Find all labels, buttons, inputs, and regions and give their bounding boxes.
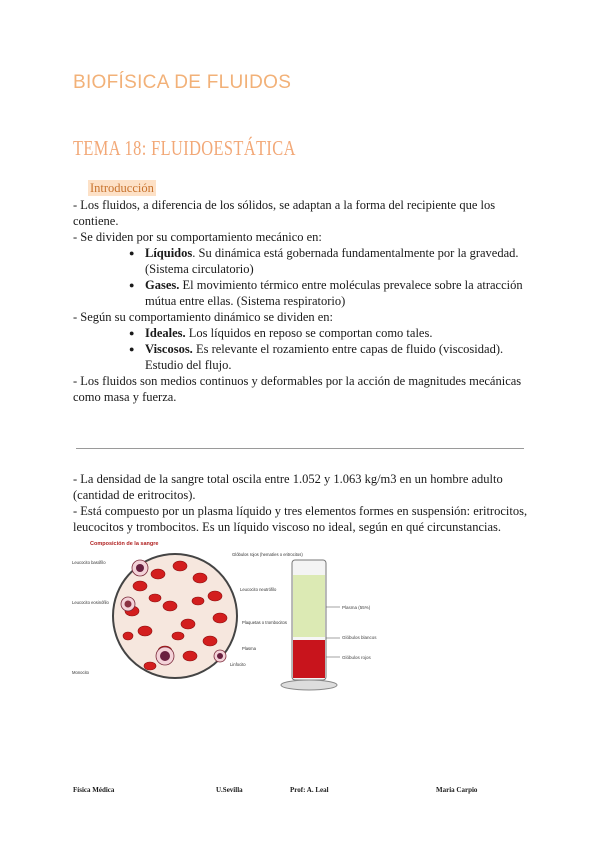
term-description: El movimiento térmico entre moléculas prevalece sobre la atracción mútua entre ellas. (Sistema respiratorio) — [145, 278, 523, 308]
list-item — [129, 277, 529, 309]
intro-paragraph — [73, 197, 533, 245]
label-plaquetas: Plaquetas o trombocitos — [242, 620, 287, 625]
fluids-paragraph: - Los fluidos son medios continuos y deformables por la acción de magnitudes mecánicas como masa y fuerza. — [73, 374, 522, 404]
white-cells-layer — [293, 637, 325, 640]
term: Viscosos. — [145, 342, 193, 356]
mechanical-list — [129, 245, 529, 309]
label-globulos-blancos: Glóbulos blancos — [342, 635, 377, 640]
label-monocito: Monocito — [72, 670, 89, 675]
term-description: Es relevante el rozamiento entre capas de fluido (viscosidad). Estudio del flujo. — [145, 342, 504, 372]
footer-course: Física Médica — [73, 786, 115, 794]
section-heading: Introducción — [90, 181, 154, 195]
figure-title: Composición de la sangre — [90, 541, 159, 547]
footer-author: Maria Carpio — [436, 786, 478, 794]
topic-title: TEMA 18: FLUIDOESTÁTICA — [73, 136, 296, 160]
label-linfocito: Linfocito — [230, 662, 246, 667]
blood-tube-figure — [278, 555, 388, 695]
list-item — [129, 325, 529, 341]
tube-base — [281, 680, 337, 690]
blood-composition-figure — [70, 536, 303, 692]
divider — [76, 448, 524, 449]
label-plasma-pct: Plasma (55%) — [342, 605, 371, 610]
term-description: . Su dinámica está gobernada fundamentalmente por la gravedad. (Sistema circulatorio) — [145, 246, 519, 276]
label-plasma: Plasma — [242, 646, 256, 651]
label-globulos: Glóbulos rojos (hematíes o eritrocitos) — [232, 552, 303, 557]
document-title: BIOFÍSICA DE FLUIDOS — [73, 72, 292, 93]
term: Gases. — [145, 278, 180, 292]
dynamic-list — [129, 325, 529, 373]
label-neutrofilo: Leucocito neutrófilo — [240, 587, 277, 592]
plasma-layer — [293, 575, 325, 637]
footer-professor: Prof: A. Leal — [290, 786, 329, 794]
blood-composition-text: - Está compuesto por un plasma líquido y tres elementos formes en suspensión: eritrocitos, leucocitos y trombocitos. Es un líquido viscoso no ideal, según en qué circunstancias. — [73, 504, 528, 534]
label-basofilo: Leucocito basófilo — [72, 560, 106, 565]
blood-paragraph — [73, 471, 533, 535]
intro-text-2: - Se dividen por su comportamiento mecánico en: — [73, 230, 322, 244]
term: Líquidos — [145, 246, 193, 260]
red-cells-layer — [293, 640, 325, 678]
label-globulos-rojos: Glóbulos rojos — [342, 655, 371, 660]
intro-text-1: - Los fluidos, a diferencia de los sólidos, se adaptan a la forma del recipiente que los contiene. — [73, 198, 496, 228]
term-description: Los líquidos en reposo se comportan como tales. — [185, 326, 433, 340]
label-eosinofilo: Leucocito eosinófilo — [72, 600, 109, 605]
list-item — [129, 245, 529, 277]
blood-density-text: - La densidad de la sangre total oscila entre 1.052 y 1.063 kg/m3 en un hombre adulto (cantidad de eritrocitos). — [73, 472, 503, 502]
list-item — [129, 341, 529, 373]
footer-university: U.Sevilla — [216, 786, 243, 794]
dynamic-intro-text: - Según su comportamiento dinámico se dividen en: — [73, 310, 334, 324]
term: Ideales. — [145, 326, 186, 340]
